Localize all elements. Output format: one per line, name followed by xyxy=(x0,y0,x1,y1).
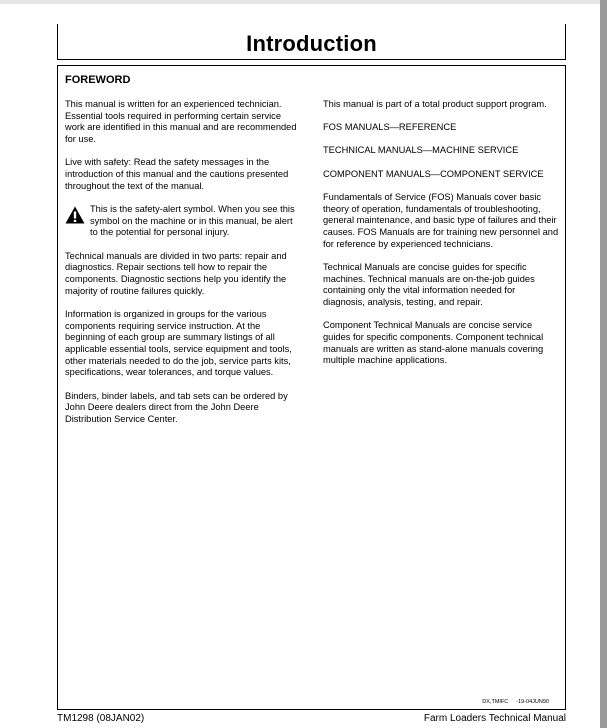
paragraph: Technical manuals are divided in two parts: repair and diagnostics. Repair sections tell how to repair the components. Diagnostic sections help you identify the majority of routine failures quickly. xyxy=(65,250,287,296)
manual-type-item: TECHNICAL MANUALS—MACHINE SERVICE xyxy=(323,145,519,156)
page-title: Introduction xyxy=(246,31,377,56)
paragraph: Fundamentals of Service (FOS) Manuals cover basic theory of operation, fundamentals of troubleshooting, general maintenance, and basic type of failures and their causes. FOS Manuals are for training new personnel and for reference by experienced technicians. xyxy=(323,191,559,249)
safety-note xyxy=(65,204,301,239)
stamp-code: DX,TMIFC xyxy=(482,699,509,705)
document-stamp xyxy=(474,699,549,705)
paragraph: Binders, binder labels, and tab sets can be ordered by John Deere dealers direct from the John Deere Distribution Service Center. xyxy=(65,390,288,424)
paragraph: This manual is part of a total product support program. xyxy=(323,99,547,109)
manual-type-item: COMPONENT MANUALS—COMPONENT SERVICE xyxy=(323,168,544,179)
section-heading: FOREWORD xyxy=(65,74,131,86)
safety-alert-icon xyxy=(65,206,85,224)
paragraph: Technical Manuals are concise guides for specific machines. Technical manuals are on-the-job guides containing only the vital information needed for diagnosis, analysis, testing, and repair. xyxy=(323,261,535,307)
manual-type-item: FOS MANUALS—REFERENCE xyxy=(323,122,457,133)
safety-note-text: This is the safety-alert symbol. When you see this symbol on the machine or in this manual, be alert to the potential for personal injury. xyxy=(90,203,295,238)
footer-manual-title: Farm Loaders Technical Manual xyxy=(423,713,566,724)
viewer-top-strip xyxy=(0,0,600,4)
footer-doc-id: TM1298 (08JAN02) xyxy=(57,713,145,724)
paragraph: Information is organized in groups for the various components requiring service instruction. At the beginning of each group are summary listings of all applicable essential tools, service equipment and tools, other materials needed to do the job, service parts kits, specifications, wear tolerances, and torque values. xyxy=(65,308,292,378)
foreword-panel xyxy=(57,65,566,710)
stamp-date: -19-04JUN90 xyxy=(516,699,549,705)
viewer-scrollbar[interactable] xyxy=(600,0,607,728)
paragraph: Live with safety: Read the safety messages in the introduction of this manual and the cautions presented throughout the text of the manual. xyxy=(65,157,289,191)
title-box xyxy=(57,24,566,60)
left-column xyxy=(65,99,301,437)
paragraph: This manual is written for an experienced technician. Essential tools required in performing certain service work are identified in this manual and are recommended for use. xyxy=(65,99,297,145)
right-column xyxy=(323,99,559,378)
paragraph: Component Technical Manuals are concise service guides for specific components. Component technical manuals are written as stand-alone manuals covering multiple machine applications. xyxy=(323,320,544,366)
